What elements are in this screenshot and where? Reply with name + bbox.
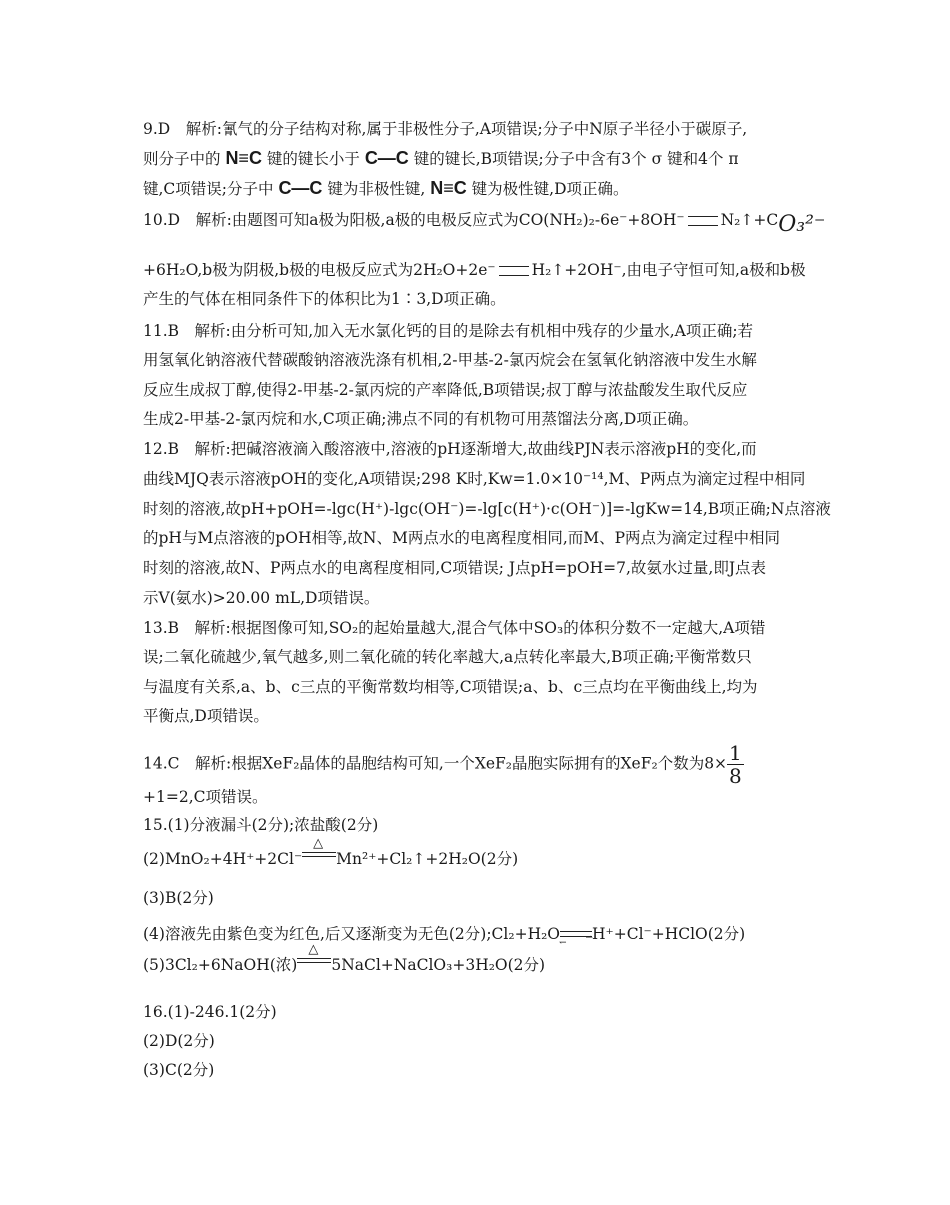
q12-line-1: 12.B 解析:把碱溶液滴入酸溶液中,溶液的pH逐渐增大,故曲线PJN表示溶液pH的变化,而 [143, 440, 757, 458]
q10-line-1 [143, 209, 826, 237]
q14-line-2: +1=2,C项错误。 [143, 788, 268, 806]
q15-line-1: 15.(1)分液漏斗(2分);浓盐酸(2分) [143, 816, 379, 834]
q13-line-1: 13.B 解析:根据图像可知,SO₂的起始量越大,混合气体中SO₃的体积分数不一定越大,A项错 [143, 619, 766, 637]
q11-line-1: 11.B 解析:由分析可知,加入无水氯化钙的目的是除去有机相中残存的少量水,A项正确;若 [143, 322, 754, 340]
equals-sign [499, 266, 529, 276]
heat-condition [302, 836, 336, 864]
q15-text: H⁺+Cl⁻+HClO(2分) [592, 925, 746, 943]
q14-line-1 [143, 742, 744, 787]
carbonate-ion: O₃²⁻ [778, 212, 826, 237]
q15-text: (2)MnO₂+4H⁺+2Cl⁻ [143, 850, 303, 868]
reversible-arrow: ⇀ ↽ [559, 933, 594, 948]
bond-nc: N≡C [430, 178, 467, 198]
bond-cc: C—C [364, 148, 409, 168]
q12-line-3: 时刻的溶液,故pH+pOH=-lgc(H⁺)-lgc(OH⁻)=-lg[c(H⁺)·c(OH⁻)]=-lgKw=14,B项正确;N点溶液 [143, 500, 831, 518]
heat-symbol: △ [308, 942, 319, 957]
fraction-numerator: 1 [729, 741, 742, 765]
equals-sign [688, 216, 718, 226]
q16-line-1: 16.(1)-246.1(2分) [143, 1003, 277, 1021]
q15-text: (4)溶液先由紫色变为红色,后又逐渐变为无色(2分);Cl₂+H₂O [143, 925, 561, 943]
q9-line-1: 9.D 解析:氰气的分子结构对称,属于非极性分子,A项错误;分子中N原子半径小于碳原子, [143, 120, 748, 138]
q10-text: +6H₂O,b极为阴极,b极的电极反应式为2H₂O+2e⁻ [143, 261, 496, 279]
q16-line-3: (3)C(2分) [143, 1061, 215, 1079]
q13-line-4: 平衡点,D项错误。 [143, 707, 269, 725]
q10-line-2 [143, 260, 806, 280]
q15-line-5 [143, 942, 546, 975]
q9-line-2 [143, 148, 739, 169]
heat-condition [297, 942, 331, 970]
q9-text: 键为极性键,D项正确。 [466, 180, 629, 198]
q12-line-4: 的pH与M点溶液的pOH相等,故N、M两点水的电离程度相同,而M、P两点为滴定过程中相同 [143, 529, 781, 547]
q15-text: 5NaCl+NaClO₃+3H₂O(2分) [331, 956, 546, 974]
q10-line-3: 产生的气体在相同条件下的体积比为1∶3,D项正确。 [143, 290, 506, 308]
q15-line-3: (3)B(2分) [143, 889, 214, 907]
fraction [727, 742, 744, 787]
bond-cc: C—C [278, 178, 323, 198]
heat-symbol: △ [313, 836, 324, 851]
q9-text: 键的键长小于 [261, 150, 365, 168]
q15-line-2 [143, 836, 519, 869]
q15-line-4 [143, 924, 746, 948]
q12-line-2: 曲线MJQ表示溶液pOH的变化,A项错误;298 K时,Kw=1.0×10⁻¹⁴,M、P两点为滴定过程中相同 [143, 470, 806, 488]
q10-text: H₂↑+2OH⁻,由电子守恒可知,a极和b极 [531, 261, 806, 279]
q11-line-2: 用氢氧化钠溶液代替碳酸钠溶液洗涤有机相,2-甲基-2-氯丙烷会在氢氧化钠溶液中发生水解 [143, 351, 757, 369]
q11-line-4: 生成2-甲基-2-氯丙烷和水,C项正确;沸点不同的有机物可用蒸馏法分离,D项正确。 [143, 410, 699, 428]
q13-line-3: 与温度有关系,a、b、c三点的平衡常数均相等,C项错误;a、b、c三点均在平衡曲线上,均为 [143, 678, 758, 696]
q10-text: N₂↑+C [720, 211, 779, 229]
q9-text: 键,C项错误;分子中 [143, 180, 279, 198]
q9-text: 键的键长,B项错误;分子中含有3个 σ 键和4个 π [408, 150, 739, 168]
q16-line-2: (2)D(2分) [143, 1032, 215, 1050]
q13-line-2: 误;二氧化硫越少,氧气越多,则二氧化硫的转化率越大,a点转化率最大,B项正确;平衡常数只 [143, 648, 752, 666]
q14-text: 14.C 解析:根据XeF₂晶体的晶胞结构可知,一个XeF₂晶胞实际拥有的XeF₂个数为8× [143, 754, 728, 773]
q15-text: Mn²⁺+Cl₂↑+2H₂O(2分) [336, 850, 519, 868]
q12-line-6: 示V(氨水)>20.00 mL,D项错误。 [143, 589, 380, 607]
q11-line-3: 反应生成叔丁醇,使得2-甲基-2-氯丙烷的产率降低,B项错误;叔丁醇与浓盐酸发生取代反应 [143, 381, 748, 399]
bond-nc: N≡C [225, 148, 262, 168]
q9-text: 键为非极性键, [322, 180, 431, 198]
q15-text: (5)3Cl₂+6NaOH(浓) [143, 956, 298, 974]
q9-line-3 [143, 178, 629, 199]
q9-text: 则分子中的 [143, 150, 226, 168]
fraction-denominator: 8 [729, 764, 742, 788]
q10-text: 10.D 解析:由题图可知a极为阳极,a极的电极反应式为CO(NH₂)₂-6e⁻+8OH⁻ [143, 211, 685, 229]
q12-line-5: 时刻的溶液,故N、P两点水的电离程度相同,C项错误; J点pH=pOH=7,故氨水过量,即J点表 [143, 559, 767, 577]
